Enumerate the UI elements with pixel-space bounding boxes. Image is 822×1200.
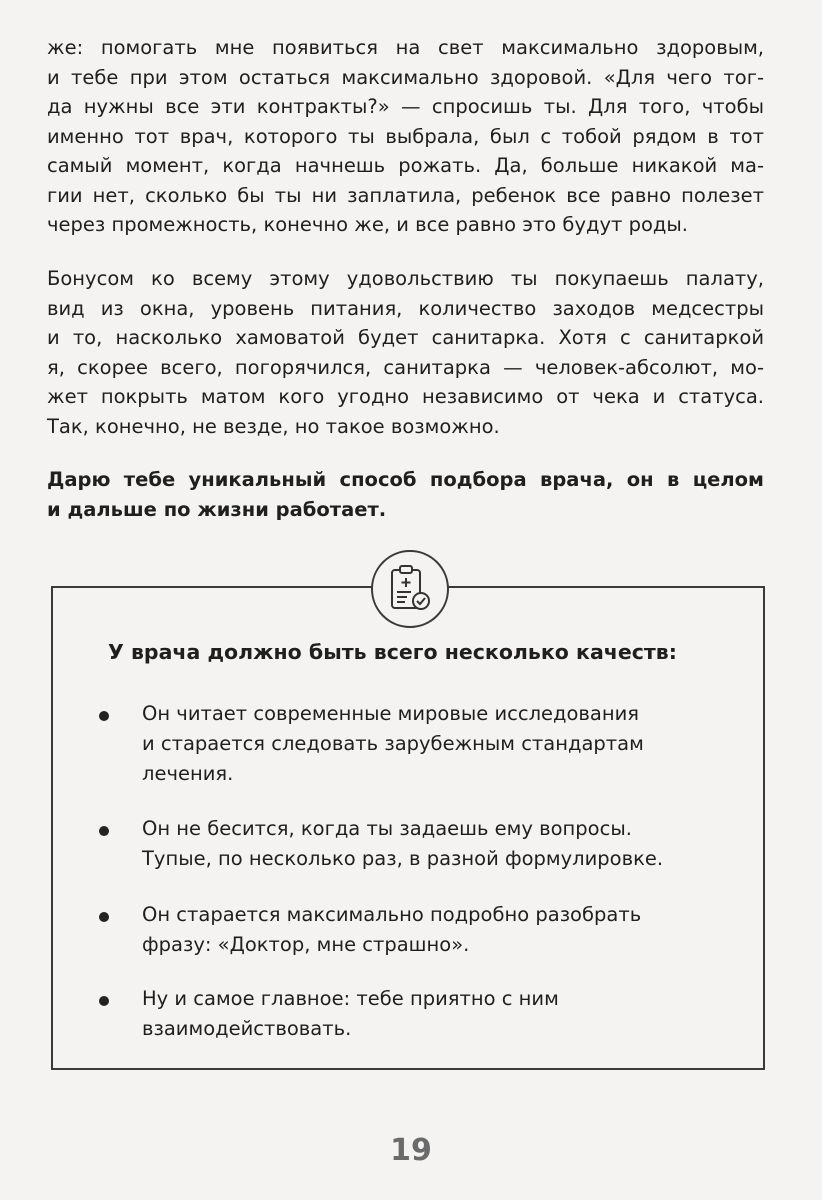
clipboard-check-icon [387, 564, 433, 614]
text-line: и дальше по жизни работает. [47, 497, 387, 521]
text-line: Дарю тебе уникальный способ подбора врача, он в целом [47, 468, 764, 491]
list-item-line: взаимодействовать. [142, 1017, 352, 1040]
text-line: и то, насколько хамоватой будет санитарка. Хотя с санитаркой [47, 326, 764, 349]
paragraph-1 [47, 33, 764, 240]
text-line: Бонусом ко всему этому удовольствию ты покупаешь палату, [47, 267, 764, 290]
page-number: 19 [390, 1133, 432, 1168]
list-item-line: Тупые, по несколько раз, в разной формулировке. [142, 847, 664, 870]
paragraph-2 [47, 264, 764, 441]
bullet [99, 912, 109, 922]
list-item-line: и старается следовать зарубежным стандартам [142, 732, 644, 755]
text-line: вид из окна, уровень питания, количество заходов медсестры [47, 296, 764, 320]
text-line: жет покрыть матом кого угодно независимо от чека и статуса. [47, 385, 764, 408]
list-item-line: Он читает современные мировые исследования [142, 702, 640, 725]
text-line: гии нет, сколько бы ты ни заплатила, ребенок все равно полезет [47, 183, 764, 207]
list-item-line: Он старается максимально подробно разобрать [142, 903, 642, 926]
text-line: же: помогать мне появиться на свет максимально здоровым, [47, 36, 764, 59]
paragraph-3-bold [47, 465, 764, 524]
bullet [99, 996, 109, 1006]
bullet [99, 711, 109, 721]
bullet [99, 826, 109, 836]
list-item-line: лечения. [142, 762, 234, 785]
list-item-line: Ну и самое главное: тебе приятно с ним [142, 987, 559, 1010]
text-line: я, скорее всего, погорячился, санитарка — человек-абсолют, мо- [47, 355, 764, 379]
text-line: самый момент, когда начнешь рожать. Да, больше никакой ма- [47, 154, 764, 177]
list-item-line: Он не бесится, когда ты задаешь ему вопросы. [142, 817, 632, 840]
callout-title: У врача должно быть всего несколько качеств: [108, 640, 677, 664]
text-line: и тебе при этом остаться максимально здоровой. «Для чего тог- [47, 65, 764, 89]
text-line: именно тот врач, которого ты выбрала, был с тобой рядом в тот [47, 124, 764, 148]
text-line: Так, конечно, не везде, но такое возможно. [47, 414, 500, 438]
text-line: да нужны все эти контракты?» — спросишь ты. Для того, чтобы [47, 95, 764, 118]
list-item-line: фразу: «Доктор, мне страшно». [142, 933, 470, 956]
callout-badge [371, 550, 449, 628]
text-line: через промежность, конечно же, и все равно это будут роды. [47, 213, 688, 236]
